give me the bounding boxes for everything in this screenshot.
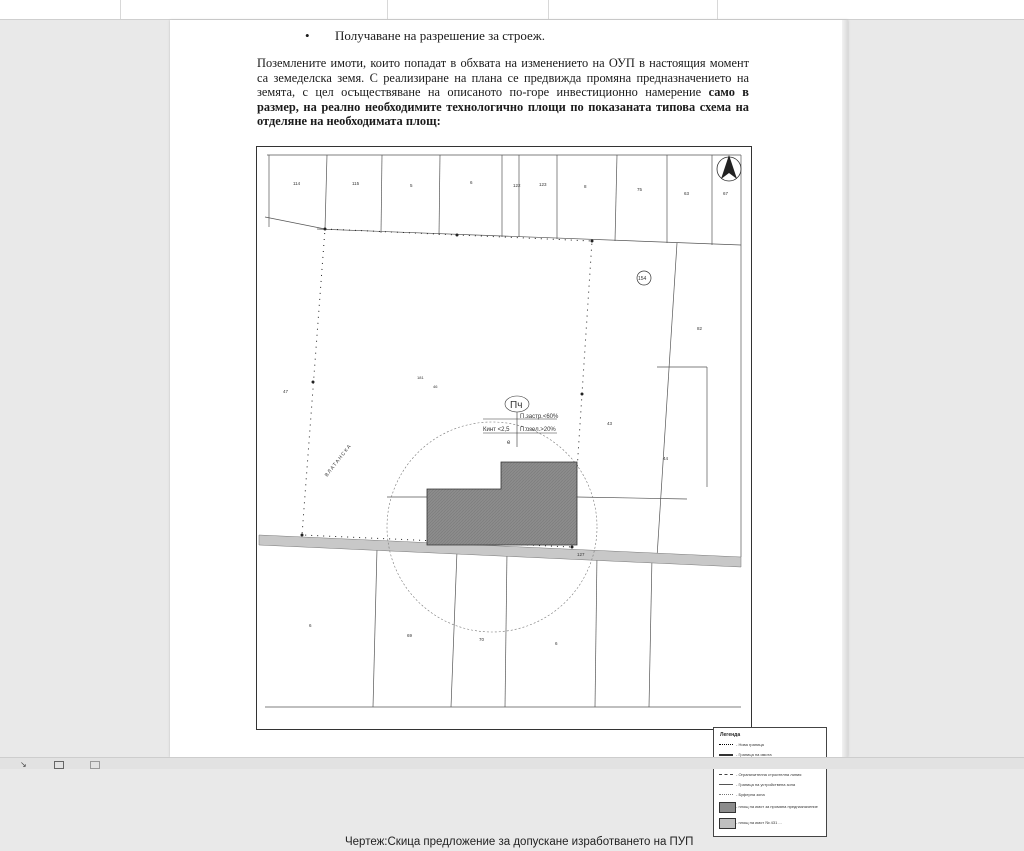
small-parcel-label: 46 <box>433 384 438 389</box>
legend-symbol <box>719 774 733 775</box>
paragraph-bold-text: само в размер, на реално необходимите технологично площи по показаната типова схема на отделяне на необходимата площ: <box>257 85 749 129</box>
viewer-tab[interactable] <box>121 0 388 19</box>
page-edge-shadow <box>842 20 848 757</box>
zone-code-label: Пч <box>510 400 523 411</box>
legend-symbol <box>719 784 733 785</box>
bullet-list-item <box>305 28 545 44</box>
parcel-label: 63 <box>684 191 690 196</box>
viewer-tab-bar <box>0 0 1024 20</box>
parcel-label: 127 <box>577 552 585 557</box>
indicator-greenery: П.озел.>20% <box>520 427 556 433</box>
document-page <box>170 20 848 848</box>
viewer-bottom-toolbar <box>0 757 1024 769</box>
legend-symbol <box>719 744 733 745</box>
parcel-label: 5 <box>410 183 413 188</box>
parcel-label: 69 <box>407 633 413 638</box>
parcel-label: 75 <box>637 187 643 192</box>
map-legend <box>713 727 827 837</box>
legend-item: - Буферна зона <box>736 792 765 797</box>
body-paragraph <box>257 56 749 129</box>
legend-symbol <box>719 794 733 795</box>
parcel-label: 122 <box>513 183 521 188</box>
site-plan-svg <box>257 147 751 729</box>
north-arrow-icon <box>717 155 741 181</box>
legend-item: - площ на имот № 431 ... <box>736 820 782 825</box>
parcel-label: 47 <box>283 389 289 394</box>
parcel-label: 44 <box>663 456 669 461</box>
legend-title: Легенда <box>720 732 741 738</box>
drawing-caption: Чертеж:Скица предложение за допускане изработването на ПУП <box>345 836 694 848</box>
indicator-density: Кинт <2,5 <box>483 427 510 433</box>
legend-swatch <box>719 818 736 829</box>
bullet-text: Получаване на разрешение за строеж. <box>335 28 546 43</box>
legend-item: - Граница на устройствена зона <box>736 782 796 787</box>
parcel-label: 123 <box>539 182 547 187</box>
parcel-label: 154 <box>638 276 647 282</box>
viewer-tab[interactable] <box>0 0 121 19</box>
legend-swatch <box>719 802 736 813</box>
parcel-label: 6 <box>470 180 473 185</box>
legend-symbol <box>719 754 733 756</box>
parcel-label: 6 <box>309 623 312 628</box>
parcel-label: 6 <box>555 641 558 646</box>
small-parcel-label: 181 <box>417 375 424 380</box>
indicator-built-up: П.застр.<60% <box>520 414 559 420</box>
parcel-label: 82 <box>697 326 703 331</box>
legend-item: - площ на имот за промяна предназначение <box>736 804 818 809</box>
site-plan-drawing <box>256 146 818 848</box>
parcel-154-marker <box>637 271 651 285</box>
paragraph-normal-text: Поземлените имоти, които попадат в обхвата на изменението на ОУП в настоящия момент са земеделска земя. С реализиране на плана се предвижда промяна предназначението на земята, с цел осъществяване на описаното по-горе инвестиционно намерение <box>257 56 749 100</box>
parcel-label: 114 <box>293 181 301 186</box>
rotate-icon[interactable]: ↘ <box>20 760 27 769</box>
viewer-tab[interactable] <box>718 0 1024 19</box>
legend-item: - Ограничителна строителна линия <box>736 772 802 777</box>
change-designation-area <box>427 462 577 545</box>
parcel-label: 8 <box>584 184 587 189</box>
parcel-label: 67 <box>723 191 729 196</box>
viewer-tab[interactable] <box>549 0 718 19</box>
parcel-label: 115 <box>352 181 360 186</box>
viewer-tab[interactable] <box>388 0 549 19</box>
parcel-label: 43 <box>607 421 613 426</box>
bullet-dot: • <box>305 28 310 43</box>
parcel-label: 70 <box>479 637 485 642</box>
indicator-e: е <box>507 440 511 446</box>
legend-item: - Граница на имота <box>736 752 772 757</box>
legend-item: - Нова граница <box>736 742 764 747</box>
road-name-label: ВЛАТАНСКА <box>323 443 354 479</box>
